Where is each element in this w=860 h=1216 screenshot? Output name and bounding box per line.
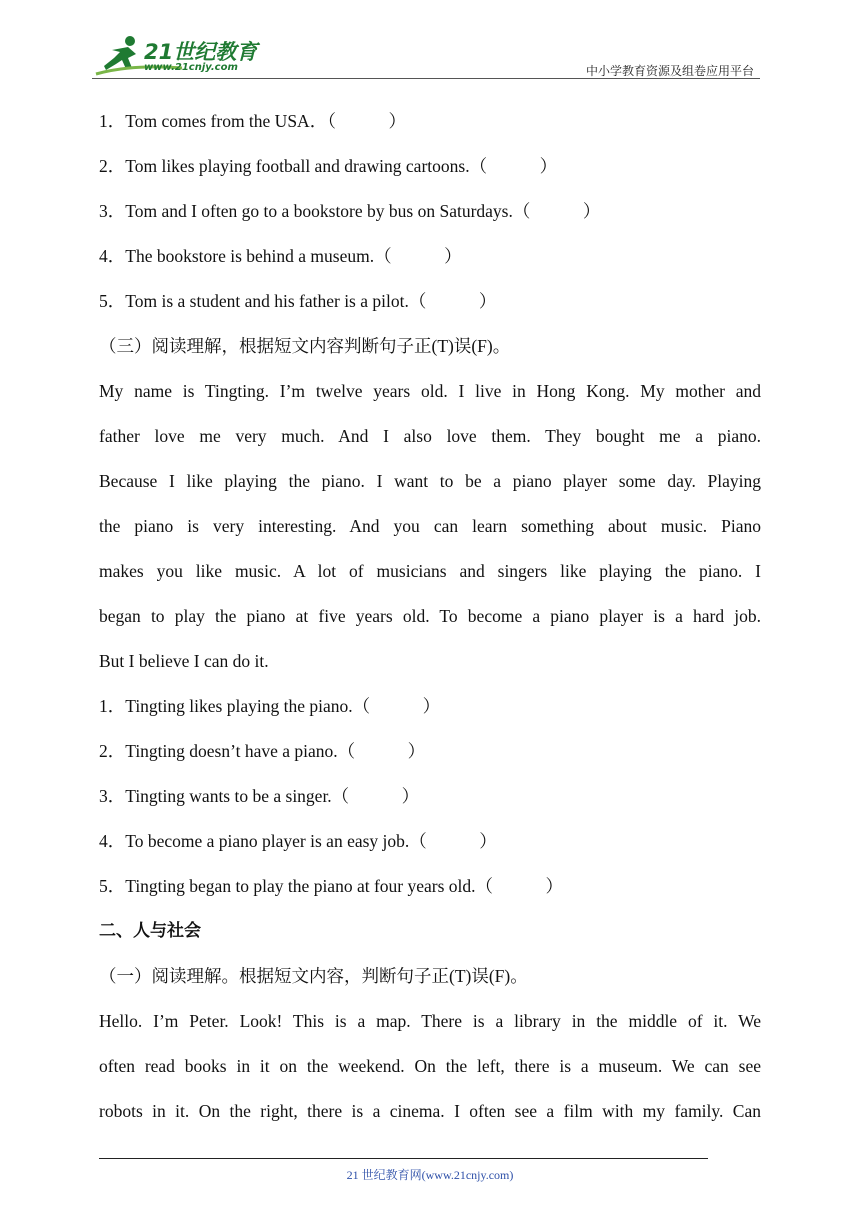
question-line: 1．Tingting likes playing the piano.（ ） [99, 696, 441, 716]
question-line: 4．To become a piano player is an easy job.（ ） [99, 831, 497, 851]
logo-url: www.21cnjy.com [144, 62, 238, 73]
question-line: 1．Tom comes from the USA．（ ） [99, 111, 406, 131]
question-line: 5．Tingting began to play the piano at four years old.（ ） [99, 876, 564, 896]
question-line: 5．Tom is a student and his father is a pilot.（ ） [99, 291, 497, 311]
footer-text: 21 世纪教育网(www.21cnjy.com) [346, 1168, 514, 1182]
passage-line: often read books in it on the weekend. On the left, there is a museum. We can see [99, 1056, 761, 1076]
question-line: 4．The bookstore is behind a museum.（ ） [99, 246, 462, 266]
platform-name: 中小学教育资源及组卷应用平台 [585, 64, 754, 78]
question-line: 3．Tom and I often go to a bookstore by bus on Saturdays.（ ） [99, 201, 601, 221]
header-divider [92, 78, 760, 79]
passage-line: robots in it. On the right, there is a cinema. I often see a film with my family. Can [99, 1101, 761, 1121]
passage-line: the piano is very interesting. And you can learn something about music. Piano [99, 516, 761, 536]
question-line: 2．Tingting doesn’t have a piano.（ ） [99, 741, 426, 761]
passage-line: Because I like playing the piano. I want to be a piano player some day. Playing [99, 471, 761, 491]
logo-text: 21世纪教育 [144, 40, 258, 64]
section-instruction: （三）阅读理解，根据短文内容判断句子正(T)误(F)。 [99, 336, 511, 356]
question-line: 2．Tom likes playing football and drawing cartoons.（ ） [99, 156, 558, 176]
passage-line: But I believe I can do it. [99, 651, 269, 671]
passage-line: makes you like music. A lot of musicians and singers like playing the piano. I [99, 561, 761, 581]
page-header [92, 34, 760, 80]
footer-divider [99, 1158, 708, 1159]
section-instruction: （一）阅读理解。根据短文内容，判断句子正(T)误(F)。 [99, 966, 528, 986]
passage-line: My name is Tingting. I’m twelve years old. I live in Hong Kong. My mother and [99, 381, 761, 401]
section-heading: 二、人与社会 [99, 921, 201, 941]
passage-line: Hello. I’m Peter. Look! This is a map. There is a library in the middle of it. We [99, 1011, 761, 1031]
passage-line: began to play the piano at five years old. To become a piano player is a hard job. [99, 606, 761, 626]
passage-line: father love me very much. And I also love them. They bought me a piano. [99, 426, 761, 446]
question-line: 3．Tingting wants to be a singer.（ ） [99, 786, 420, 806]
